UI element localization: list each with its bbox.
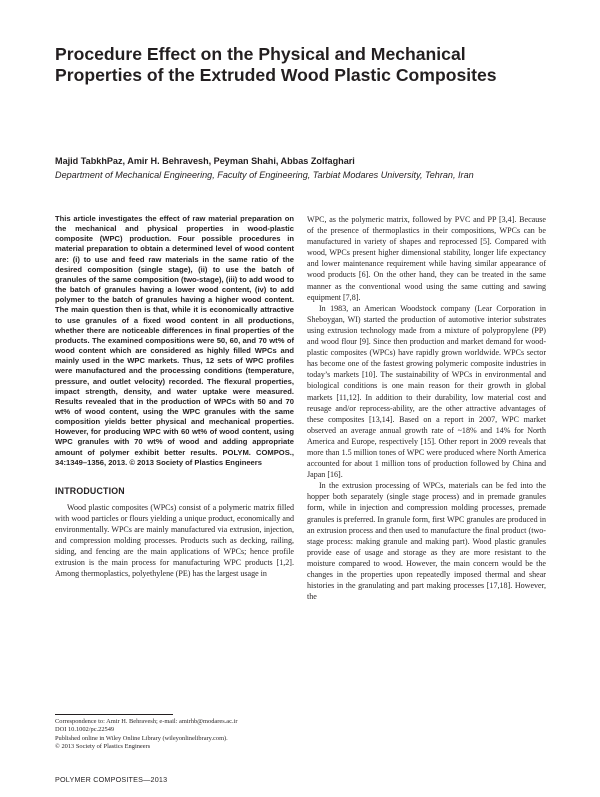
- copyright-note: © 2013 Society of Plastics Engineers: [55, 743, 151, 751]
- body-paragraph: In 1983, an American Woodstock company (Lear Corporation in Sheboygan, WI) started the production of automotive interior substrates using extrusion technology made from a mixture of polypropylene (PP) and wood flour [9]. Since then production and market demand for wood-plastic composites (WPCs) have rapidly grown worldwide. WPCs sector has become one of the fastest growing polymeric composite industries in today’s markets [10]. The sustainability of WPCs in environmental and biological conditions is one main reason for their growth in global markets [11,12]. In addition to their durability, low material cost and reusage and/or reprocess-ability, are the other attractive advantages of these composites [13,14]. Based on a report in 2007, WPC market observed an average annual growth rate of ~18% and 14% for North America and Europe, respectively [15]. Other report in 2009 reveals that more than 1.5 million tones of WPC were produced where North America accounted for about 1 million tons of production followed by China and Japan [16].: [307, 303, 546, 480]
- doi-note: DOI 10.1002/pc.22549: [55, 726, 115, 734]
- introduction-heading: INTRODUCTION: [55, 485, 125, 496]
- body-paragraph: WPC, as the polymeric matrix, followed by PVC and PP [3,4]. Because of the presence of thermoplastics in their compositions, WPCs can be manufactured in variety of shapes and reprocessed [5]. Compared with wood, WPCs present higher dimensional stability, longer life expectancy and lower maintenance requirement while having similar appearance of wood products [6]. On the other hand, they can be treated in the same manner as the conventional wood using the same cutting and sawing equipment [7,8].: [307, 215, 546, 302]
- footnotes: [55, 718, 294, 752]
- article-title: Procedure Effect on the Physical and Mechanical Properties of the Extruded Wood Plastic Composites: [55, 44, 497, 85]
- correspondence-note: Correspondence to: Amir H. Behravesh; e-mail: amirhb@modares.ac.ir: [55, 718, 238, 725]
- body-paragraph: In the extrusion processing of WPCs, materials can be fed into the hopper both separately (single stage process) and in premade granules form, while in injection and compression molding processes, premade granules is preferred. In granule form, first WPC granules are produced in an extrusion process and then used to manufacture the final product (two-stage process: making granule and making part). Wood plastic granules provide ease of usage and storage as they are more resistant to the moisture compared to wood. However, the main concern would be the changes in the properties upon repeatedly imposed thermal and shear histories in the granulating and part making processes [17,18]. However, the: [307, 481, 546, 602]
- left-column: [55, 214, 294, 580]
- introduction-paragraph: Wood plastic composites (WPCs) consist of a polymeric matrix filled with wood particles or flours yielding a unique product, economically and environmentally. WPCs are mainly manufactured via extrusion, injection, and compression molding processes. Products such as decking, railing, siding, and fencing are the main applications of WPCs; hence profile extrusion is the main process for manufacturing WPC products [1,2]. Among thermoplastics, polyethylene (PE) has the largest usage in: [55, 502, 294, 579]
- right-column: [307, 214, 546, 602]
- footnote-divider: [55, 714, 173, 715]
- journal-footer: POLYMER COMPOSITES—2013: [55, 775, 168, 784]
- abstract: This article investigates the effect of raw material preparation on the mechanical and physical properties in wood-plastic composite (WPC) production. Four possible procedures in material preparation to obtain a determined level of wood content are: (i) to use and feed raw materials in the same ratio of the desired composition (single stage), (ii) to use the batch of granules of the same composition (two-stage), (iii) to add wood to the batch of granules having a lower wood content, (iv) to add polymer to the batch of granules having a higher wood content. The main question then is that, while it is economically attractive to use granules of a fixed wood content in all productions, whether there are noticeable differences in final properties of the products. The examined compositions were 50, 60, and 70 wt% of wood content which are considered as highly filled WPCs and mainly used in the WPC markets. Thus, 12 sets of WPC profiles were manufactured and the processing conditions (temperature, pressure, and outlet velocity) recorded. The flexural properties, impact strength, density, and water uptake were measured. Results revealed that in the production of WPCs with 50 and 70 wt% of wood content, using the WPC granules with the same composition yields better physical and mechanical properties. However, for producing WPC with 60 wt% of wood content, using WPC granules with 70 wt% of wood and adding appropriate amount of polymer exhibit better results. POLYM. COMPOS., 34:1349–1356, 2013. © 2013 Society of Plastics Engineers: [55, 214, 294, 467]
- author-affiliation: Department of Mechanical Engineering, Faculty of Engineering, Tarbiat Modares University, Tehran, Iran: [55, 170, 474, 180]
- published-note: Published online in Wiley Online Library (wileyonlinelibrary.com).: [55, 734, 228, 742]
- author-list: Majid TabkhPaz, Amir H. Behravesh, Peyman Shahi, Abbas Zolfaghari: [55, 156, 355, 166]
